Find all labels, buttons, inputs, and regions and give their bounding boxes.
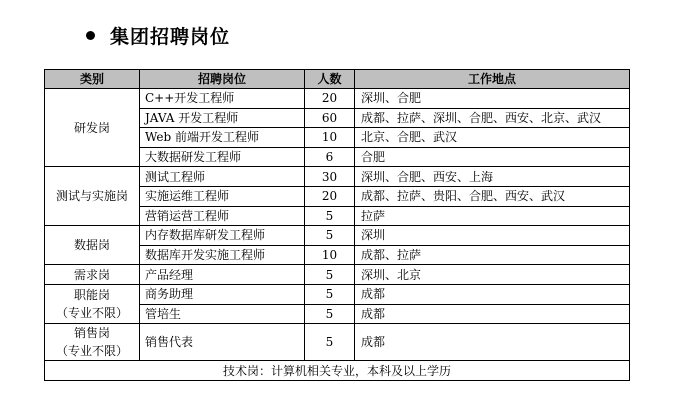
count-cell: 5	[305, 206, 355, 226]
position-cell: 数据库开发实施工程师	[140, 245, 305, 265]
page-heading	[86, 20, 230, 50]
column-header-category: 类别	[45, 70, 140, 89]
location-cell: 成都、拉萨、深圳、合肥、西安、北京、武汉	[355, 108, 630, 128]
location-cell: 深圳	[355, 226, 630, 246]
page-title: 集团招聘岗位	[110, 25, 231, 48]
position-cell: 商务助理	[140, 284, 305, 304]
table-row	[45, 324, 630, 361]
table-row	[45, 265, 630, 285]
recruitment-table	[44, 69, 630, 381]
column-header-location: 工作地点	[355, 70, 630, 89]
count-cell: 5	[305, 304, 355, 324]
category-label: 职能岗	[73, 288, 110, 303]
location-cell: 合肥	[355, 147, 630, 167]
location-cell: 深圳、合肥、西安、上海	[355, 167, 630, 187]
location-cell: 成都、拉萨、贵阳、合肥、西安、武汉	[355, 186, 630, 206]
category-label: 销售岗	[73, 326, 110, 341]
count-cell: 5	[305, 226, 355, 246]
table-footnote-row	[45, 361, 630, 381]
position-cell: 内存数据库研发工程师	[140, 226, 305, 246]
table-header-row	[45, 70, 630, 89]
position-cell: Web 前端开发工程师	[140, 128, 305, 148]
position-cell: 测试工程师	[140, 167, 305, 187]
category-cell	[45, 226, 140, 265]
category-label: （专业不限）	[55, 306, 128, 321]
location-cell: 北京、合肥、武汉	[355, 128, 630, 148]
location-cell: 深圳、合肥	[355, 89, 630, 109]
location-cell: 拉萨	[355, 206, 630, 226]
location-cell: 成都、拉萨	[355, 245, 630, 265]
position-cell: 实施运维工程师	[140, 186, 305, 206]
position-cell: 管培生	[140, 304, 305, 324]
table-body	[45, 89, 630, 361]
column-header-position: 招聘岗位	[140, 70, 305, 89]
category-label: 测试与实施岗	[55, 189, 128, 204]
category-cell	[45, 324, 140, 361]
position-cell: 销售代表	[140, 324, 305, 361]
position-cell: C++开发工程师	[140, 89, 305, 109]
bullet-icon	[86, 31, 95, 40]
location-cell: 深圳、北京	[355, 265, 630, 285]
count-cell: 60	[305, 108, 355, 128]
table-row	[45, 284, 630, 304]
position-cell: 营销运营工程师	[140, 206, 305, 226]
count-cell: 30	[305, 167, 355, 187]
count-cell: 5	[305, 324, 355, 361]
category-label: 需求岗	[73, 267, 110, 282]
count-cell: 6	[305, 147, 355, 167]
location-cell: 成都	[355, 304, 630, 324]
category-label: 研发岗	[73, 120, 110, 135]
table-row	[45, 226, 630, 246]
position-cell: JAVA 开发工程师	[140, 108, 305, 128]
count-cell: 5	[305, 284, 355, 304]
position-cell: 产品经理	[140, 265, 305, 285]
count-cell: 10	[305, 128, 355, 148]
category-cell	[45, 284, 140, 323]
table-row	[45, 167, 630, 187]
table-footnote: 技术岗：计算机相关专业，本科及以上学历	[45, 361, 630, 381]
count-cell: 5	[305, 265, 355, 285]
table-row	[45, 89, 630, 109]
count-cell: 20	[305, 89, 355, 109]
location-cell: 成都	[355, 284, 630, 304]
location-cell: 成都	[355, 324, 630, 361]
position-cell: 大数据研发工程师	[140, 147, 305, 167]
category-cell	[45, 89, 140, 167]
count-cell: 20	[305, 186, 355, 206]
count-cell: 10	[305, 245, 355, 265]
category-cell	[45, 167, 140, 226]
column-header-count: 人数	[305, 70, 355, 89]
category-label: 数据岗	[73, 238, 110, 253]
category-cell	[45, 265, 140, 285]
category-label: （专业不限）	[55, 344, 128, 359]
